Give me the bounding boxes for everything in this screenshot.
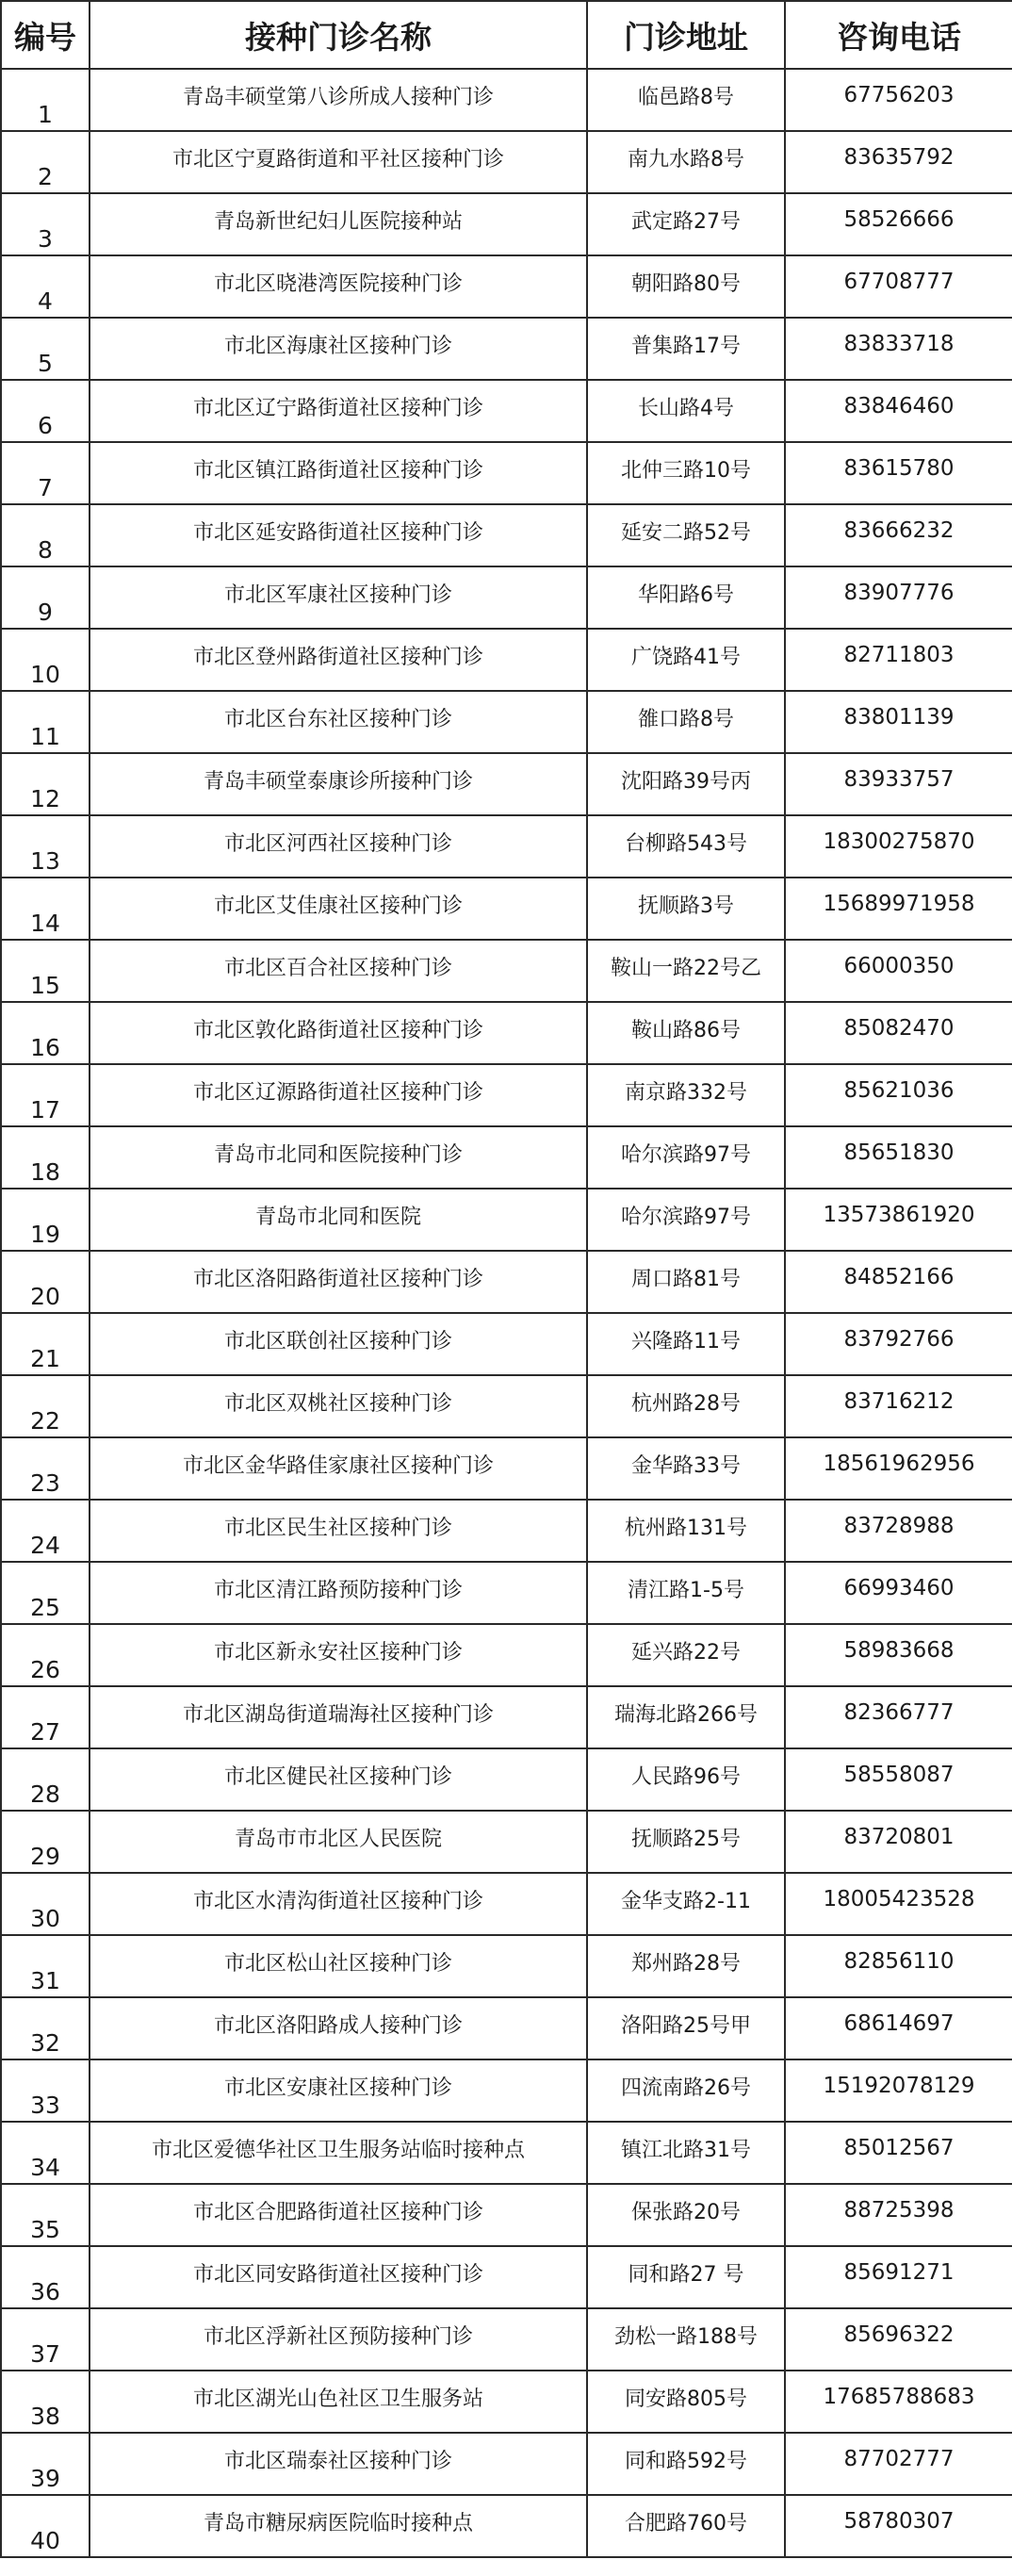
- header-number: 编号: [1, 1, 90, 69]
- header-address: 门诊地址: [587, 1, 785, 69]
- clinic-phone: 82856110: [785, 1935, 1012, 1997]
- clinic-address: 金华路33号: [587, 1437, 785, 1500]
- clinic-phone: 66000350: [785, 940, 1012, 1002]
- table-row: [1, 1686, 1012, 1748]
- clinic-name: 市北区百合社区接种门诊: [90, 940, 587, 1002]
- clinic-name: 市北区辽宁路街道社区接种门诊: [90, 380, 587, 442]
- row-number: 9: [1, 566, 90, 629]
- table-row: [1, 1997, 1012, 2059]
- clinic-phone: 83833718: [785, 318, 1012, 380]
- clinic-phone: 83716212: [785, 1375, 1012, 1437]
- clinic-name: 市北区河西社区接种门诊: [90, 815, 587, 878]
- row-number: 28: [1, 1748, 90, 1811]
- clinic-address: 四流南路26号: [587, 2059, 785, 2122]
- row-number: 2: [1, 131, 90, 193]
- row-number: 38: [1, 2371, 90, 2433]
- table-row: [1, 1500, 1012, 1562]
- clinic-name: 市北区民生社区接种门诊: [90, 1500, 587, 1562]
- clinic-address: 清江路1-5号: [587, 1562, 785, 1624]
- table-row: [1, 1002, 1012, 1064]
- clinic-address: 瑞海北路266号: [587, 1686, 785, 1748]
- clinic-address: 鞍山一路22号乙: [587, 940, 785, 1002]
- row-number: 37: [1, 2308, 90, 2371]
- table-row: [1, 1064, 1012, 1126]
- clinic-name: 市北区湖光山色社区卫生服务站: [90, 2371, 587, 2433]
- clinic-phone: 13573861920: [785, 1189, 1012, 1251]
- clinic-address: 兴隆路11号: [587, 1313, 785, 1375]
- clinic-phone: 58526666: [785, 193, 1012, 255]
- clinic-name: 青岛新世纪妇儿医院接种站: [90, 193, 587, 255]
- table-row: [1, 2059, 1012, 2122]
- row-number: 7: [1, 442, 90, 504]
- clinic-address: 雒口路8号: [587, 691, 785, 753]
- table-row: [1, 940, 1012, 1002]
- clinic-address: 哈尔滨路97号: [587, 1126, 785, 1189]
- clinic-address: 周口路81号: [587, 1251, 785, 1313]
- clinic-address: 劲松一路188号: [587, 2308, 785, 2371]
- clinic-name: 市北区延安路街道社区接种门诊: [90, 504, 587, 566]
- row-number: 21: [1, 1313, 90, 1375]
- table-row: [1, 1624, 1012, 1686]
- table-body: [1, 69, 1012, 2557]
- clinic-phone: 15689971958: [785, 878, 1012, 940]
- clinic-phone: 83792766: [785, 1313, 1012, 1375]
- header-clinic-name: 接种门诊名称: [90, 1, 587, 69]
- clinic-address: 同和路27 号: [587, 2246, 785, 2308]
- row-number: 19: [1, 1189, 90, 1251]
- table-row: [1, 255, 1012, 318]
- clinic-name: 市北区金华路佳家康社区接种门诊: [90, 1437, 587, 1500]
- clinic-name: 青岛丰硕堂泰康诊所接种门诊: [90, 753, 587, 815]
- row-number: 12: [1, 753, 90, 815]
- clinic-address: 长山路4号: [587, 380, 785, 442]
- row-number: 16: [1, 1002, 90, 1064]
- table-row: [1, 1748, 1012, 1811]
- clinic-address: 杭州路131号: [587, 1500, 785, 1562]
- row-number: 14: [1, 878, 90, 940]
- clinic-phone: 83801139: [785, 691, 1012, 753]
- clinic-name: 市北区登州路街道社区接种门诊: [90, 629, 587, 691]
- clinic-address: 南京路332号: [587, 1064, 785, 1126]
- table-row: [1, 1873, 1012, 1935]
- clinic-phone: 18300275870: [785, 815, 1012, 878]
- row-number: 20: [1, 1251, 90, 1313]
- row-number: 3: [1, 193, 90, 255]
- table-row: [1, 1189, 1012, 1251]
- header-phone: 咨询电话: [785, 1, 1012, 69]
- table-row: [1, 1437, 1012, 1500]
- table-row: [1, 318, 1012, 380]
- clinic-name: 市北区瑞泰社区接种门诊: [90, 2433, 587, 2495]
- row-number: 30: [1, 1873, 90, 1935]
- row-number: 26: [1, 1624, 90, 1686]
- clinic-address: 普集路17号: [587, 318, 785, 380]
- table-row: [1, 2495, 1012, 2557]
- row-number: 1: [1, 69, 90, 131]
- table-row: [1, 131, 1012, 193]
- clinic-name: 市北区双桃社区接种门诊: [90, 1375, 587, 1437]
- row-number: 39: [1, 2433, 90, 2495]
- clinic-phone: 84852166: [785, 1251, 1012, 1313]
- table-row: [1, 1251, 1012, 1313]
- clinic-phone: 85696322: [785, 2308, 1012, 2371]
- clinic-name: 市北区爱德华社区卫生服务站临时接种点: [90, 2122, 587, 2184]
- clinic-name: 市北区海康社区接种门诊: [90, 318, 587, 380]
- clinic-name: 市北区合肥路街道社区接种门诊: [90, 2184, 587, 2246]
- clinic-address: 延兴路22号: [587, 1624, 785, 1686]
- clinic-address: 鞍山路86号: [587, 1002, 785, 1064]
- clinic-name: 市北区军康社区接种门诊: [90, 566, 587, 629]
- clinic-address: 抚顺路3号: [587, 878, 785, 940]
- clinic-name: 青岛市北同和医院接种门诊: [90, 1126, 587, 1189]
- clinic-name: 市北区晓港湾医院接种门诊: [90, 255, 587, 318]
- clinic-address: 华阳路6号: [587, 566, 785, 629]
- clinic-address: 杭州路28号: [587, 1375, 785, 1437]
- clinic-address: 广饶路41号: [587, 629, 785, 691]
- row-number: 25: [1, 1562, 90, 1624]
- header-row: [1, 1, 1012, 69]
- table-row: [1, 2371, 1012, 2433]
- row-number: 34: [1, 2122, 90, 2184]
- table-row: [1, 380, 1012, 442]
- clinic-phone: 82711803: [785, 629, 1012, 691]
- clinic-address: 北仲三路10号: [587, 442, 785, 504]
- clinic-name: 青岛市糖尿病医院临时接种点: [90, 2495, 587, 2557]
- clinic-name: 市北区台东社区接种门诊: [90, 691, 587, 753]
- table-row: [1, 878, 1012, 940]
- table-header: [1, 1, 1012, 69]
- table-row: [1, 691, 1012, 753]
- clinic-phone: 18561962956: [785, 1437, 1012, 1500]
- table-row: [1, 753, 1012, 815]
- table-row: [1, 815, 1012, 878]
- clinic-phone: 58558087: [785, 1748, 1012, 1811]
- table-row: [1, 1313, 1012, 1375]
- row-number: 17: [1, 1064, 90, 1126]
- clinic-phone: 85012567: [785, 2122, 1012, 2184]
- row-number: 35: [1, 2184, 90, 2246]
- clinic-phone: 67756203: [785, 69, 1012, 131]
- clinic-address: 南九水路8号: [587, 131, 785, 193]
- clinic-name: 市北区新永安社区接种门诊: [90, 1624, 587, 1686]
- clinic-address: 金华支路2-11: [587, 1873, 785, 1935]
- clinic-name: 市北区艾佳康社区接种门诊: [90, 878, 587, 940]
- table-row: [1, 2184, 1012, 2246]
- clinic-phone: 87702777: [785, 2433, 1012, 2495]
- clinic-phone: 82366777: [785, 1686, 1012, 1748]
- clinic-name: 市北区敦化路街道社区接种门诊: [90, 1002, 587, 1064]
- clinic-phone: 88725398: [785, 2184, 1012, 2246]
- clinic-phone: 85691271: [785, 2246, 1012, 2308]
- table-row: [1, 2433, 1012, 2495]
- table-row: [1, 1562, 1012, 1624]
- clinic-address: 哈尔滨路97号: [587, 1189, 785, 1251]
- row-number: 18: [1, 1126, 90, 1189]
- table-row: [1, 629, 1012, 691]
- row-number: 13: [1, 815, 90, 878]
- clinic-address: 同安路805号: [587, 2371, 785, 2433]
- table-row: [1, 442, 1012, 504]
- clinic-name: 市北区清江路预防接种门诊: [90, 1562, 587, 1624]
- clinic-name: 市北区洛阳路街道社区接种门诊: [90, 1251, 587, 1313]
- table-row: [1, 504, 1012, 566]
- row-number: 11: [1, 691, 90, 753]
- clinic-address: 人民路96号: [587, 1748, 785, 1811]
- clinic-phone: 17685788683: [785, 2371, 1012, 2433]
- clinic-name: 市北区镇江路街道社区接种门诊: [90, 442, 587, 504]
- clinic-phone: 83666232: [785, 504, 1012, 566]
- clinic-address: 同和路592号: [587, 2433, 785, 2495]
- row-number: 27: [1, 1686, 90, 1748]
- clinic-address: 沈阳路39号丙: [587, 753, 785, 815]
- clinic-name: 市北区水清沟街道社区接种门诊: [90, 1873, 587, 1935]
- table-row: [1, 193, 1012, 255]
- table-row: [1, 1935, 1012, 1997]
- row-number: 33: [1, 2059, 90, 2122]
- row-number: 15: [1, 940, 90, 1002]
- clinic-phone: 67708777: [785, 255, 1012, 318]
- row-number: 36: [1, 2246, 90, 2308]
- row-number: 6: [1, 380, 90, 442]
- clinic-name: 市北区洛阳路成人接种门诊: [90, 1997, 587, 2059]
- table-row: [1, 2246, 1012, 2308]
- clinic-address: 合肥路760号: [587, 2495, 785, 2557]
- clinic-address: 临邑路8号: [587, 69, 785, 131]
- clinic-address: 镇江北路31号: [587, 2122, 785, 2184]
- clinic-address: 洛阳路25号甲: [587, 1997, 785, 2059]
- clinic-name: 青岛丰硕堂第八诊所成人接种门诊: [90, 69, 587, 131]
- clinic-phone: 83933757: [785, 753, 1012, 815]
- clinic-address: 抚顺路25号: [587, 1811, 785, 1873]
- row-number: 4: [1, 255, 90, 318]
- row-number: 23: [1, 1437, 90, 1500]
- clinic-phone: 83846460: [785, 380, 1012, 442]
- clinic-name: 市北区安康社区接种门诊: [90, 2059, 587, 2122]
- row-number: 10: [1, 629, 90, 691]
- clinic-phone: 83728988: [785, 1500, 1012, 1562]
- clinic-name: 青岛市市北区人民医院: [90, 1811, 587, 1873]
- clinic-phone: 83907776: [785, 566, 1012, 629]
- clinic-address: 郑州路28号: [587, 1935, 785, 1997]
- table-row: [1, 1811, 1012, 1873]
- row-number: 31: [1, 1935, 90, 1997]
- clinic-phone: 18005423528: [785, 1873, 1012, 1935]
- row-number: 8: [1, 504, 90, 566]
- table-row: [1, 2122, 1012, 2184]
- row-number: 5: [1, 318, 90, 380]
- row-number: 32: [1, 1997, 90, 2059]
- clinic-phone: 68614697: [785, 1997, 1012, 2059]
- clinic-phone: 85621036: [785, 1064, 1012, 1126]
- clinic-phone: 15192078129: [785, 2059, 1012, 2122]
- row-number: 29: [1, 1811, 90, 1873]
- table-row: [1, 2308, 1012, 2371]
- clinic-address: 台柳路543号: [587, 815, 785, 878]
- clinic-name: 市北区湖岛街道瑞海社区接种门诊: [90, 1686, 587, 1748]
- clinic-phone: 66993460: [785, 1562, 1012, 1624]
- clinic-phone: 85651830: [785, 1126, 1012, 1189]
- clinic-name: 市北区辽源路街道社区接种门诊: [90, 1064, 587, 1126]
- clinic-phone: 85082470: [785, 1002, 1012, 1064]
- clinic-phone: 58780307: [785, 2495, 1012, 2557]
- clinic-address: 朝阳路80号: [587, 255, 785, 318]
- clinic-name: 市北区联创社区接种门诊: [90, 1313, 587, 1375]
- row-number: 24: [1, 1500, 90, 1562]
- clinic-phone: 83635792: [785, 131, 1012, 193]
- clinic-name: 市北区同安路街道社区接种门诊: [90, 2246, 587, 2308]
- clinic-name: 市北区松山社区接种门诊: [90, 1935, 587, 1997]
- table-row: [1, 1126, 1012, 1189]
- clinic-phone: 83615780: [785, 442, 1012, 504]
- clinic-address: 延安二路52号: [587, 504, 785, 566]
- clinic-phone: 83720801: [785, 1811, 1012, 1873]
- clinic-address: 保张路20号: [587, 2184, 785, 2246]
- table-row: [1, 69, 1012, 131]
- row-number: 40: [1, 2495, 90, 2557]
- clinic-name: 青岛市北同和医院: [90, 1189, 587, 1251]
- clinic-name: 市北区宁夏路街道和平社区接种门诊: [90, 131, 587, 193]
- row-number: 22: [1, 1375, 90, 1437]
- table-row: [1, 1375, 1012, 1437]
- clinic-address: 武定路27号: [587, 193, 785, 255]
- clinic-name: 市北区健民社区接种门诊: [90, 1748, 587, 1811]
- clinic-phone: 58983668: [785, 1624, 1012, 1686]
- clinic-name: 市北区浮新社区预防接种门诊: [90, 2308, 587, 2371]
- table-row: [1, 566, 1012, 629]
